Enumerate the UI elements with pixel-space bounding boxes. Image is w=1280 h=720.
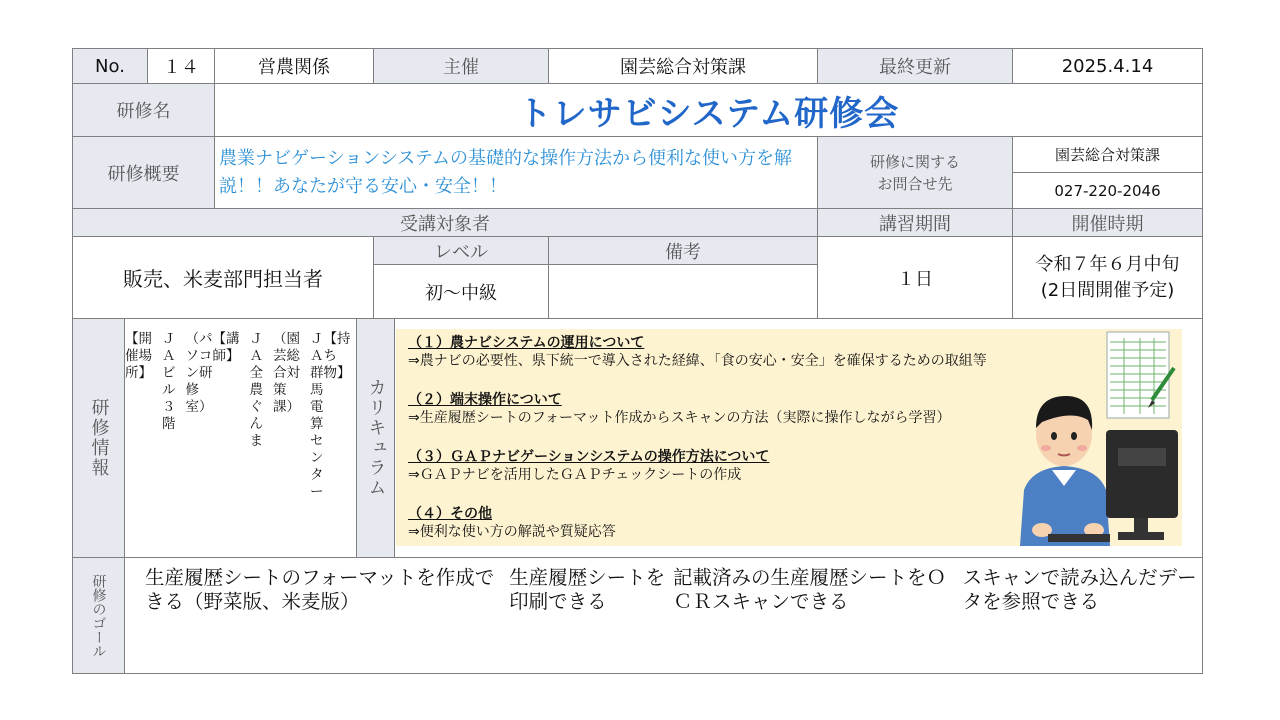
category: 営農関係 xyxy=(214,48,374,84)
host-label: 主催 xyxy=(373,48,549,84)
level-header: レベル xyxy=(373,236,549,265)
contact-label: 研修に関する お問合せ先 xyxy=(817,136,1013,209)
goals-label-cell xyxy=(72,557,125,674)
training-title: トレサビシステム研修会 xyxy=(214,83,1203,137)
period-header: 講習期間 xyxy=(817,208,1013,237)
notes-header: 備考 xyxy=(548,236,818,265)
lecturer-line: ＪＡ群馬電算センター xyxy=(310,331,324,500)
info-label: 研修情報 xyxy=(88,398,110,478)
goal-item: 生産履歴シートのフォーマットを作成できる（野菜版、米麦版） xyxy=(145,566,495,613)
curriculum-section-title: （３）ＧＡＰナビゲーションシステムの操作方法について xyxy=(408,449,770,465)
training-name-label: 研修名 xyxy=(72,83,215,137)
level-value: 初～中級 xyxy=(373,264,549,319)
overview-text: 農業ナビゲーションシステムの基礎的な操作方法から便利な使い方を解説！！あなたが守る安心・安全！！ xyxy=(214,136,818,209)
no-value: １４ xyxy=(147,48,215,84)
curriculum-label-cell xyxy=(356,318,395,558)
items-heading: 【持ち物】 xyxy=(323,331,351,381)
curriculum-section-desc: ⇒便利な使い方の解説や質疑応答 xyxy=(408,524,616,540)
curriculum-label: カリキュラム xyxy=(365,378,387,498)
goal-item: スキャンで読み込んだデータを参照できる xyxy=(962,566,1197,613)
goals-panel xyxy=(72,557,1203,674)
goal-item: 記載済みの生産履歴シートをＯＣＲスキャンできる xyxy=(672,566,946,613)
venue-line: ＪＡビル３階 xyxy=(162,331,176,432)
goal-item: 生産履歴シートを印刷できる xyxy=(509,566,666,613)
curriculum-section-desc: ⇒農ナビの必要性、県下統一で導入された経緯、「食の安心・安全」を確保するための取組等 xyxy=(408,353,987,369)
lecturer-line: （園芸総合対策課） xyxy=(273,331,300,415)
venue-heading: 【開催場所】 xyxy=(125,331,152,381)
no-label: No. xyxy=(72,48,148,84)
curriculum-section-desc: ⇒ＧＡＰナビを活用したＧＡＰチェックシートの作成 xyxy=(408,467,742,483)
curriculum-section-title: （１）農ナビシステムの運用について xyxy=(408,335,645,351)
notes-value xyxy=(548,264,818,319)
timing-value: 令和７年６月中旬 (2日間開催予定) xyxy=(1012,236,1203,319)
info-label-cell xyxy=(72,318,125,558)
curriculum-section-title: （２）端末操作について xyxy=(408,392,562,408)
goals-label: 研修のゴール xyxy=(90,573,107,658)
target-value: 販売、米麦部門担当者 xyxy=(72,236,374,319)
curriculum-section-desc: ⇒生産履歴シートのフォーマット作成からスキャンの方法（実際に操作しながら学習） xyxy=(408,410,951,426)
lecturer-heading: 【講師】 xyxy=(212,331,240,364)
venue-line: （パソコン研修室） xyxy=(185,331,213,415)
updated-value: 2025.4.14 xyxy=(1012,48,1203,84)
timing-header: 開催時期 xyxy=(1012,208,1203,237)
host-value: 園芸総合対策課 xyxy=(548,48,818,84)
training-info-table xyxy=(72,48,1203,674)
lecturer-line: ＪＡ全農ぐんま xyxy=(249,331,263,449)
curriculum-list xyxy=(408,334,987,541)
overview-label: 研修概要 xyxy=(72,136,215,209)
person-at-computer-illustration xyxy=(1002,330,1182,546)
target-header: 受講対象者 xyxy=(72,208,818,237)
updated-label: 最終更新 xyxy=(817,48,1013,84)
period-value: １日 xyxy=(817,236,1013,319)
contact-phone: 027-220-2046 xyxy=(1012,172,1203,209)
curriculum-section-title: （４）その他 xyxy=(408,506,492,522)
contact-dept: 園芸総合対策課 xyxy=(1012,136,1203,173)
